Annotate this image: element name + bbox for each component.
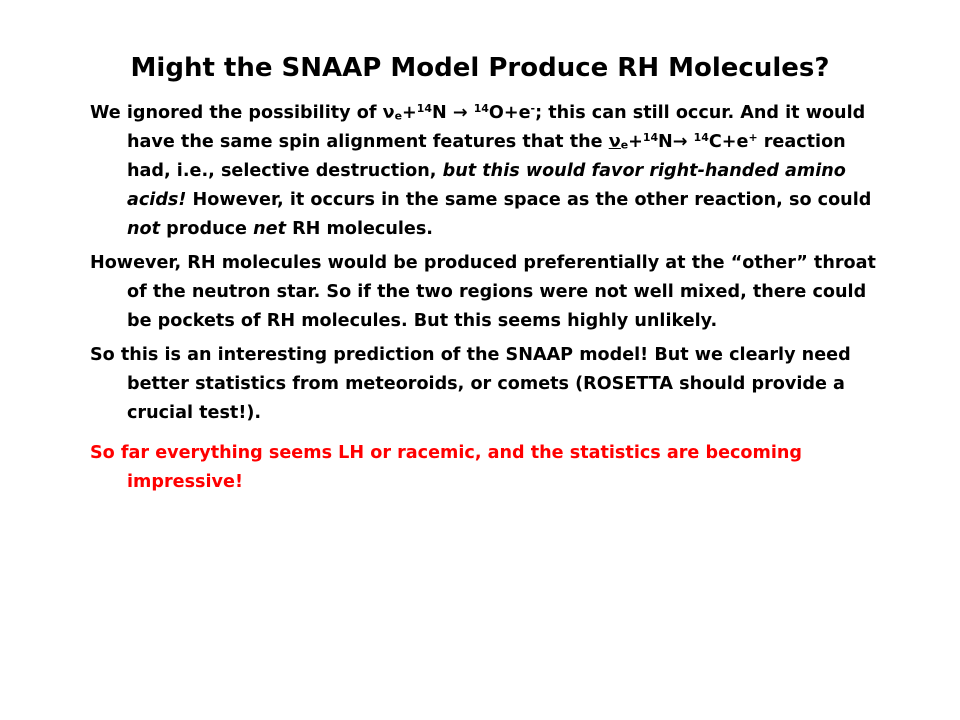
emphasis-not: not <box>127 219 161 239</box>
paragraph-neutrino-reaction: We ignored the possibility of $\nu_e+^{14}N \to ^{14}O+e^-$; this can still occur. And it would have the same spin alignment features that the $\nu_e+^{14}N\to ^{14}C+e^+$ reaction had, i.e., selective destruction, but this would favor right-handed amino acids! However, it occurs in the same space as the other reaction, so could not produce net RH molecules. <box>90 99 880 244</box>
slide-title: Might the SNAAP Model Produce RH Molecules? <box>130 53 830 83</box>
paragraph-prediction: So this is an interesting prediction of the SNAAP model! But we clearly need better statistics from meteoroids, or comets (ROSETTA should provide a crucial test!). <box>90 345 851 423</box>
paragraph-conclusion: So far everything seems LH or racemic, and the statistics are becoming impressive! <box>90 443 803 492</box>
emphasis-net: net <box>253 219 286 239</box>
reaction-arrow-icon: → <box>452 103 468 123</box>
slide-body <box>90 99 880 502</box>
paragraph-rh-molecules: However, RH molecules would be produced preferentially at the “other” throat of the neutron star. So if the two regions were not well mixed, there could be pockets of RH molecules. But this seems highly unlikely. <box>90 253 876 331</box>
reaction-arrow-icon: → <box>672 132 688 152</box>
emphasis-right-handed: but this would favor right-handed amino acids! <box>127 161 846 210</box>
underlined-neutrino-symbol: $\nu_e$ <box>608 132 629 152</box>
